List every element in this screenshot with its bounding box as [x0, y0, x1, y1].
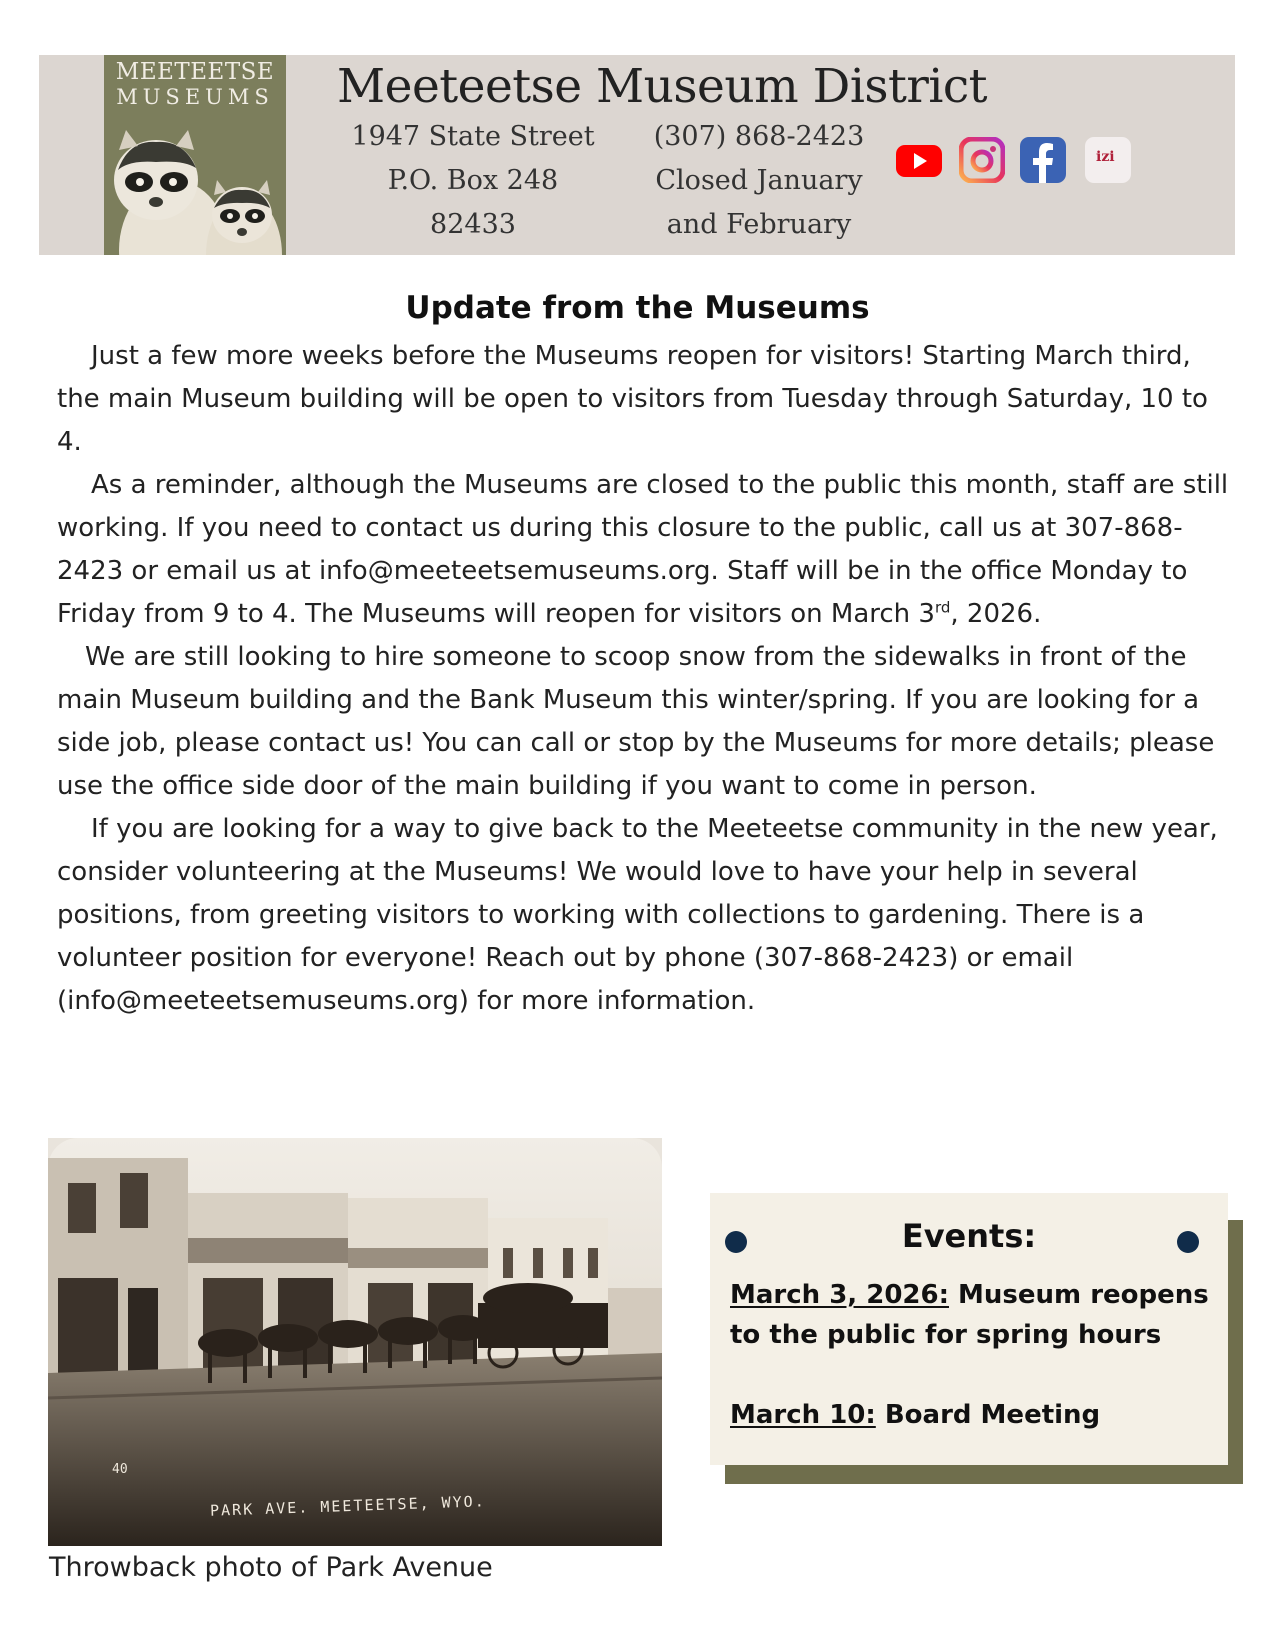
event-item: [730, 1275, 1210, 1355]
events-title: Events:: [901, 1217, 1037, 1255]
address-zip: 82433: [430, 209, 516, 240]
address-po-box: P.O. Box 248: [387, 165, 559, 196]
logo-line-2: MUSEUMS: [116, 85, 274, 109]
article-body: [57, 335, 1232, 1023]
ferret-illustration: [104, 110, 286, 255]
event-item: [730, 1395, 1210, 1435]
youtube-icon[interactable]: [896, 137, 942, 183]
address-block: [339, 115, 607, 247]
photo-number: 40: [112, 1462, 128, 1477]
paragraph-reminder: [57, 464, 1232, 636]
photo-caption: Throwback photo of Park Avenue: [49, 1552, 493, 1583]
logo-line-1: MEETEETSE: [115, 59, 275, 85]
paragraph-reopening: Just a few more weeks before the Museums reopen for visitors! Starting March third, the main Museum building will be open to visitors from Tuesday through Saturday, 10 to 4.: [57, 341, 1208, 457]
contact-block: [634, 115, 884, 247]
event-text: Board Meeting: [875, 1400, 1101, 1430]
hours-line-2: and February: [666, 209, 852, 240]
event-text: Museum reopens to the public for spring hours: [730, 1280, 1209, 1350]
reminder-text: As a reminder, although the Museums are closed to the public this month, staff are still working. If you need to contact us during this closure to the public, call us at 307-868-2423 or email us at info@meeteetsemuseums.org. Staff will be in the office Monday to Friday from 9 to 4. The Museums will reopen for visitors on March 3: [57, 470, 1229, 629]
paragraph-snow-job: We are still looking to hire someone to scoop snow from the sidewalks in front of the main Museum building and the Bank Museum this winter/spring. If you are looking for a side job, please contact us! You can call or stop by the Museums for more details; please use the office side door of the main building if you want to come in person.: [57, 642, 1215, 801]
address-street: 1947 State Street: [351, 121, 595, 152]
article-title: Update from the Museums: [405, 290, 870, 326]
phone-number: (307) 868-2423: [653, 121, 865, 152]
paragraph-volunteer: If you are looking for a way to give back to the Meeteetse community in the new year, consider volunteering at the Museums! We would love to have your help in several positions, from greeting visitors to working with collections to gardening. There is a volunteer position for everyone! Reach out by phone (307-868-2423) or email (info@meeteetsemuseums.org) for more information.: [57, 814, 1218, 1016]
reminder-text-end: , 2026.: [950, 599, 1042, 629]
event-date: March 3, 2026:: [730, 1280, 949, 1310]
events-box: [710, 1193, 1228, 1465]
izi-label: izi: [1096, 149, 1115, 165]
historic-street-image: [48, 1138, 662, 1546]
hours-line-1: Closed January: [655, 165, 863, 196]
header-band: [39, 55, 1235, 255]
photo-inscription: PARK AVE. MEETEETSE, WYO.: [209, 1492, 487, 1520]
park-avenue-photo: [48, 1138, 662, 1546]
instagram-icon[interactable]: [959, 137, 1005, 183]
site-title: Meeteetse Museum District: [337, 59, 988, 114]
event-date: March 10:: [730, 1400, 876, 1430]
museum-logo: [104, 55, 286, 255]
facebook-icon[interactable]: [1020, 137, 1066, 183]
izi-travel-icon[interactable]: [1085, 137, 1131, 183]
ordinal-suffix: rd: [934, 598, 951, 617]
